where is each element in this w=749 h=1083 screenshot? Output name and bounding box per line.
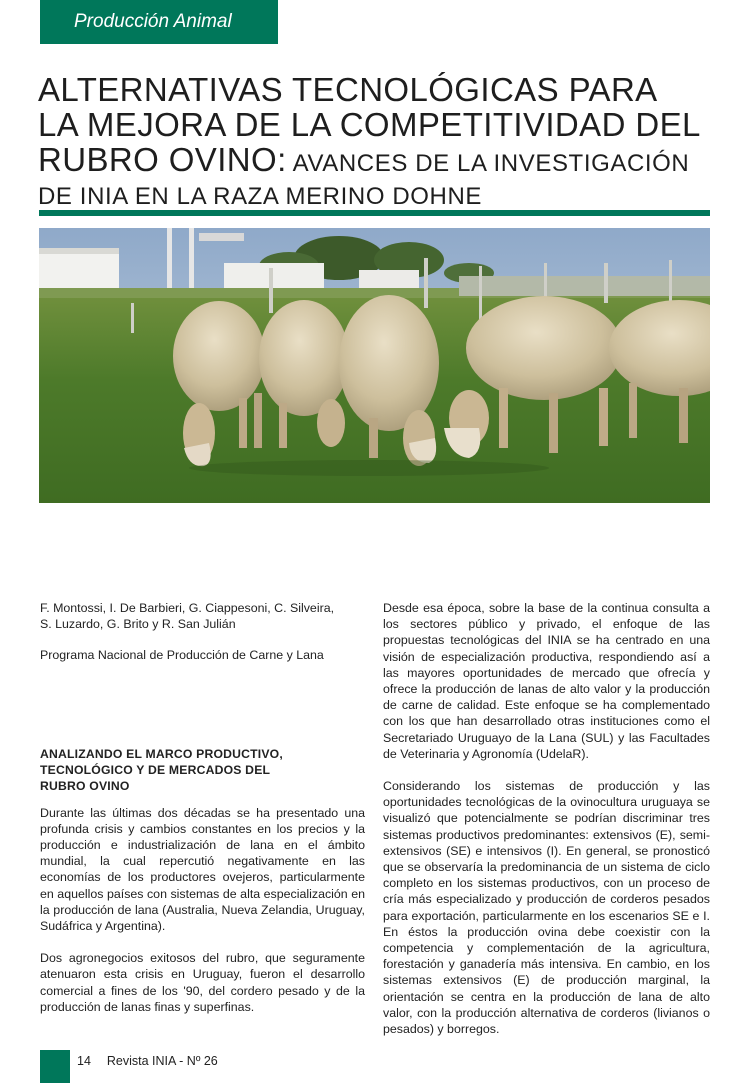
title-line-3 [38, 142, 718, 182]
left-column [40, 600, 365, 1031]
program-name: Programa Nacional de Producción de Carne y Lana [40, 648, 324, 663]
section-heading-line-3: RUBRO OVINO [40, 778, 130, 793]
section-heading [40, 746, 300, 794]
title-line-2: LA MEJORA DE LA COMPETITIVIDAD DEL [38, 106, 701, 143]
title-line-3-main: RUBRO OVINO: [38, 141, 287, 178]
left-paragraph-1: Durante las últimas dos décadas se ha presentado una profunda crisis y cambios constantes en los precios y la producción e industrialización de lana en el ámbito mundial, la cual repercutió negativamente en las economías de los productores ovejeros, particularmente en aquellos países con sistemas de alta especialización en la producción de lana (Australia, Nueva Zelandia, Uruguay, Sudáfrica y Argentina). [40, 805, 365, 934]
authors [40, 600, 365, 632]
section-tab: Producción Animal [40, 0, 278, 44]
authors-line-2: S. Luzardo, G. Brito y R. San Julián [40, 617, 236, 632]
title-line-4: DE INIA EN LA RAZA MERINO DOHNE [38, 183, 483, 210]
right-column [383, 600, 710, 1053]
title-line-1: ALTERNATIVAS TECNOLÓGICAS PARA [38, 71, 658, 108]
right-paragraph-1: Desde esa época, sobre la base de la continua consulta a los sectores público y privado, el enfoque de las propuestas tecnológicas del INIA se ha centrado en una visión de especialización productiva, respondiendo así a las mayores oportunidades de mercado que ofrecía y ofrece la producción de lanas de alto valor y la producción de carne de calidad. Este enfoque se ha complementado con los que han desarrollado otras instituciones como el Secretariado Uruguayo de la Lana (SUL) y las Facultades de Veterinaria y Agronomía (UdelaR). [383, 601, 710, 761]
section-heading-line-1: ANALIZANDO EL MARCO PRODUCTIVO, [40, 746, 283, 761]
page-footer [77, 1054, 234, 1068]
sheep-grazing-photo [39, 228, 710, 503]
journal-name: Revista INIA - Nº 26 [106, 1054, 218, 1068]
title-rule [39, 210, 710, 216]
section-heading-line-2: TECNOLÓGICO Y DE MERCADOS DEL [40, 762, 271, 777]
footer-accent-box [40, 1050, 70, 1083]
right-paragraph-2: Considerando los sistemas de producción y las oportunidades tecnológicas de la ovinocultura uruguaya se visualizó que potencialmente se podrían discriminar tres sistemas productivos predominantes: extensivos (E), semi-extensivos (SE) e intensivos (I). En general, se pronosticó que se observaría la predominancia de un sistema de ciclo completo en los sistemas productivos, con un proceso de cría más especializado y producción de corderos pesados para exportación, particularmente en los escenarios SE e I. En éstos la producción ovina debe coexistir con la competencia y complementación de la agricultura, forestación y ganadería más intensiva. En cambio, en los sistemas extensivos (E) de producción marginal, la orientación se centra en la producción de lana de alto valor, con la producción alternativa de corderos (livianos o pesados) y borregos. [383, 779, 710, 1037]
title-line-3-sub: AVANCES DE LA INVESTIGACIÓN [286, 150, 690, 177]
left-paragraph-2: Dos agronegocios exitosos del rubro, que seguramente atenuaron esta crisis en Uruguay, fueron el desarrollo comercial a fines de los '90, del cordero pesado y de la producción de lanas finas y superfinas. [40, 951, 365, 1014]
page-number: 14 [77, 1054, 91, 1068]
article-title [38, 72, 718, 212]
authors-line-1: F. Montossi, I. De Barbieri, G. Ciappesoni, C. Silveira, [40, 601, 335, 615]
